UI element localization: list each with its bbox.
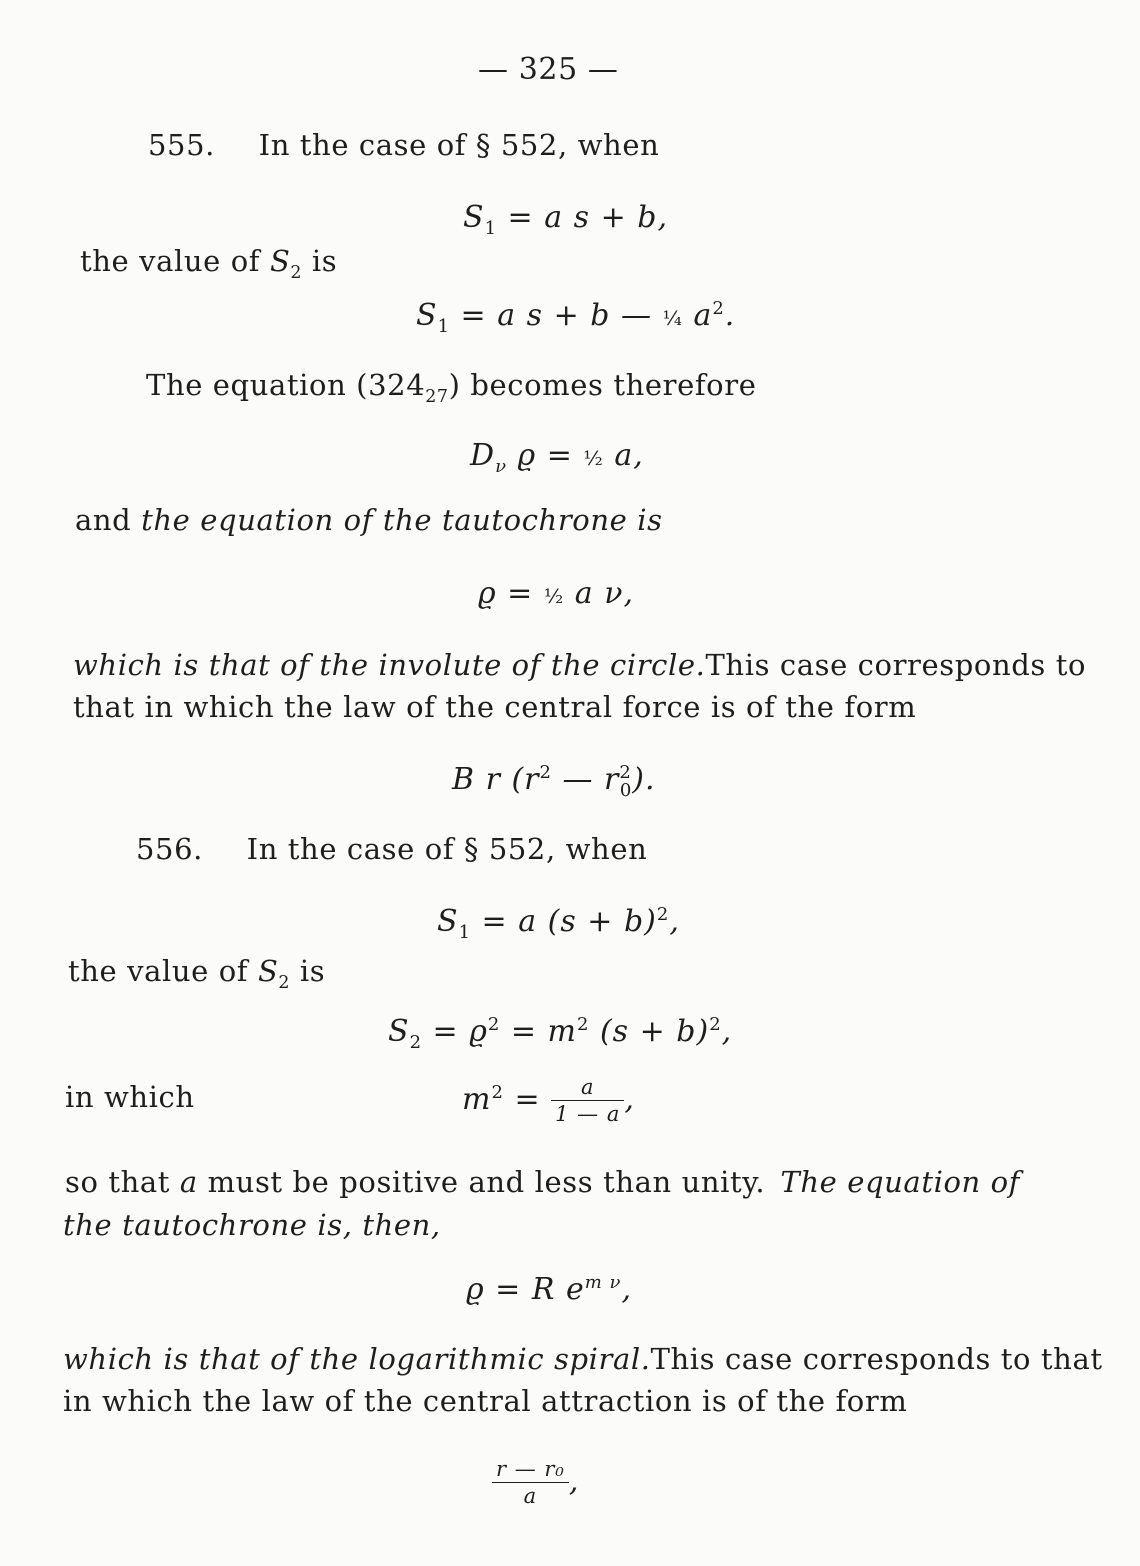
value-of-s2-line: the value of $S_2$ is — [68, 954, 326, 993]
fraction-numerator: a — [551, 1074, 624, 1101]
section-number: 555. — [148, 128, 215, 162]
equation-m-squared: $m^2$ = $\frac{a}{1 — a}$ , — [462, 1075, 635, 1127]
positive-unity-line: so that a must be positive and less than unity. The equation of — [65, 1165, 1020, 1199]
equation-s2-quadratic: $S_2 = ϱ^2 = m^2$ $(s + b)^2$, — [388, 1014, 733, 1053]
central-attraction-line: in which the law of the central attraction is of the form — [63, 1384, 908, 1418]
equation-s1-linear: $S_1 = a$ s + b, — [463, 200, 668, 239]
involute-line: which is that of the involute of the circle. This case corresponds to — [73, 648, 1087, 682]
section-intro: In the case of § 552, when — [246, 832, 648, 866]
log-spiral-line: which is that of the logarithmic spiral. This case corresponds to that — [63, 1342, 1103, 1376]
fraction-denominator: a — [523, 1484, 538, 1509]
equation-log-spiral: ϱ = R $e^{m \nu}$, — [466, 1272, 633, 1307]
fraction-denominator: 1 — a — [555, 1102, 621, 1127]
equation-central-force: B r ($r^2$ — $r^2_0$). — [452, 762, 656, 801]
in-which-label: in which — [65, 1080, 195, 1114]
equation-s1-quadratic: $S_1 = a$ $(s + b)^2$, — [437, 904, 680, 943]
tautochrone-intro-line: and the equation of the tautochrone is — [75, 503, 663, 537]
equation-d-rho: $D_\nu$ ϱ = ½ a, — [470, 438, 644, 477]
equation-involute: ϱ = ½ a ν, — [478, 576, 634, 611]
section-intro: In the case of § 552, when — [258, 128, 660, 162]
value-of-s2-line: the value of $S_2$ is — [80, 244, 338, 283]
fraction-numerator: r — r₀ — [492, 1456, 569, 1483]
equation-attraction: $\frac{\text{r — r₀}}{a}$ , — [492, 1456, 579, 1510]
tautochrone-then-line: the tautochrone is, then, — [63, 1208, 441, 1242]
section-555-heading — [148, 128, 659, 162]
section-number: 556. — [136, 832, 203, 866]
central-force-line: that in which the law of the central force is of the form — [73, 690, 917, 724]
section-556-heading — [136, 832, 647, 866]
page-number: — 325 — — [478, 52, 619, 87]
equation-becomes-line: The equation $(324_{27})$ becomes therefore — [146, 368, 757, 407]
equation-s2-linear: $S_1 = a$ s + b — ¼ $a^2$. — [416, 298, 736, 337]
